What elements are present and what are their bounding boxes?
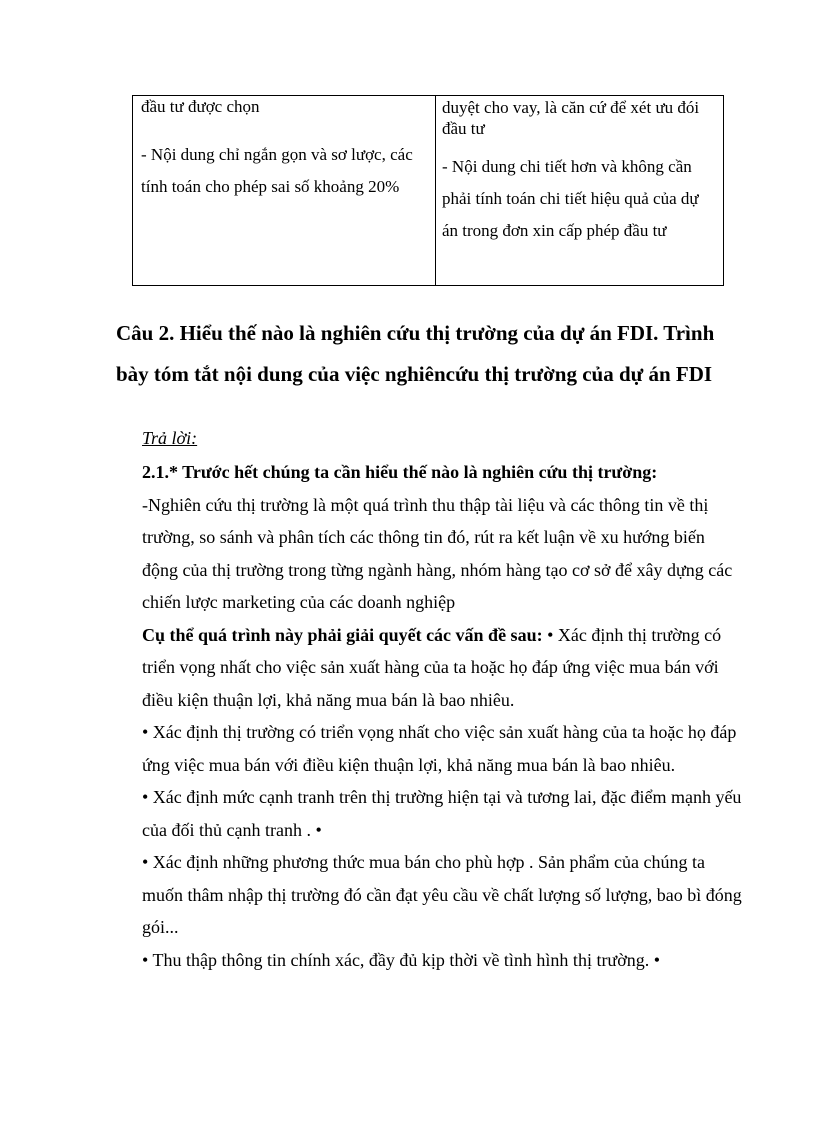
- table-cell-left: [133, 96, 436, 285]
- table-cell-left-body: - Nội dung chỉ ngắn gọn và sơ lược, các tính toán cho phép sai số khoảng 20%: [141, 145, 413, 196]
- bullet-item: • Xác định thị trường có triển vọng nhất cho việc sản xuất hàng của ta hoặc họ đáp ứng việc mua bán với điều kiện thuận lợi, khả năng mua bán là bao nhiêu.: [142, 722, 737, 775]
- definition-paragraph: -Nghiên cứu thị trường là một quá trình thu thập tài liệu và các thông tin về thị trường, so sánh và phân tích các thông tin đó, rút ra kết luận về xu hướng biến động của thị trường trong từng ngành hàng, nhóm hàng tạo cơ sở để xây dựng các chiến lược marketing của các doanh nghiệp: [142, 494, 733, 612]
- tasks-lead: Cụ thể quá trình này phải giải quyết các vấn đề sau:: [142, 624, 543, 645]
- table-cell-left-top: đầu tư được chọn: [141, 97, 260, 116]
- comparison-table: [132, 95, 724, 286]
- bullet-item: • Xác định mức cạnh tranh trên thị trường hiện tại và tương lai, đặc điểm mạnh yếu của đối thủ cạnh tranh . •: [142, 787, 742, 840]
- tasks-lead-rest: • Xác định thị trường có triển vọng nhất cho việc sản xuất hàng của ta hoặc họ đáp ứng việc mua bán với điều kiện thuận lợi, khả năng mua bán là bao nhiêu.: [142, 624, 722, 710]
- tasks-paragraph: [142, 619, 742, 717]
- table-cell-right-top: duyệt cho vay, là căn cứ để xét ưu đói đầu tư: [442, 98, 700, 138]
- table-cell-right: [436, 96, 723, 285]
- answer-subheading: 2.1.* Trước hết chúng ta cần hiểu thế nào là nghiên cứu thị trường:: [142, 462, 658, 482]
- table-cell-right-body: - Nội dung chi tiết hơn và không cần phải tính toán chi tiết hiệu quả của dự án trong đơn xin cấp phép đầu tư: [442, 157, 699, 240]
- question-heading: Câu 2. Hiểu thế nào là nghiên cứu thị trường của dự án FDI. Trình bày tóm tắt nội dung của việc nghiêncứu thị trường của dự án FDI: [116, 321, 715, 386]
- bullet-item: • Thu thập thông tin chính xác, đầy đủ kịp thời về tình hình thị trường. •: [142, 949, 661, 970]
- bullet-item: • Xác định những phương thức mua bán cho phù hợp . Sản phẩm của chúng ta muốn thâm nhập thị trường đó cần đạt yêu cầu về chất lượng số lượng, bao bì đóng gói...: [142, 852, 742, 937]
- answer-body: [142, 456, 742, 976]
- answer-label: Trả lời:: [142, 428, 198, 448]
